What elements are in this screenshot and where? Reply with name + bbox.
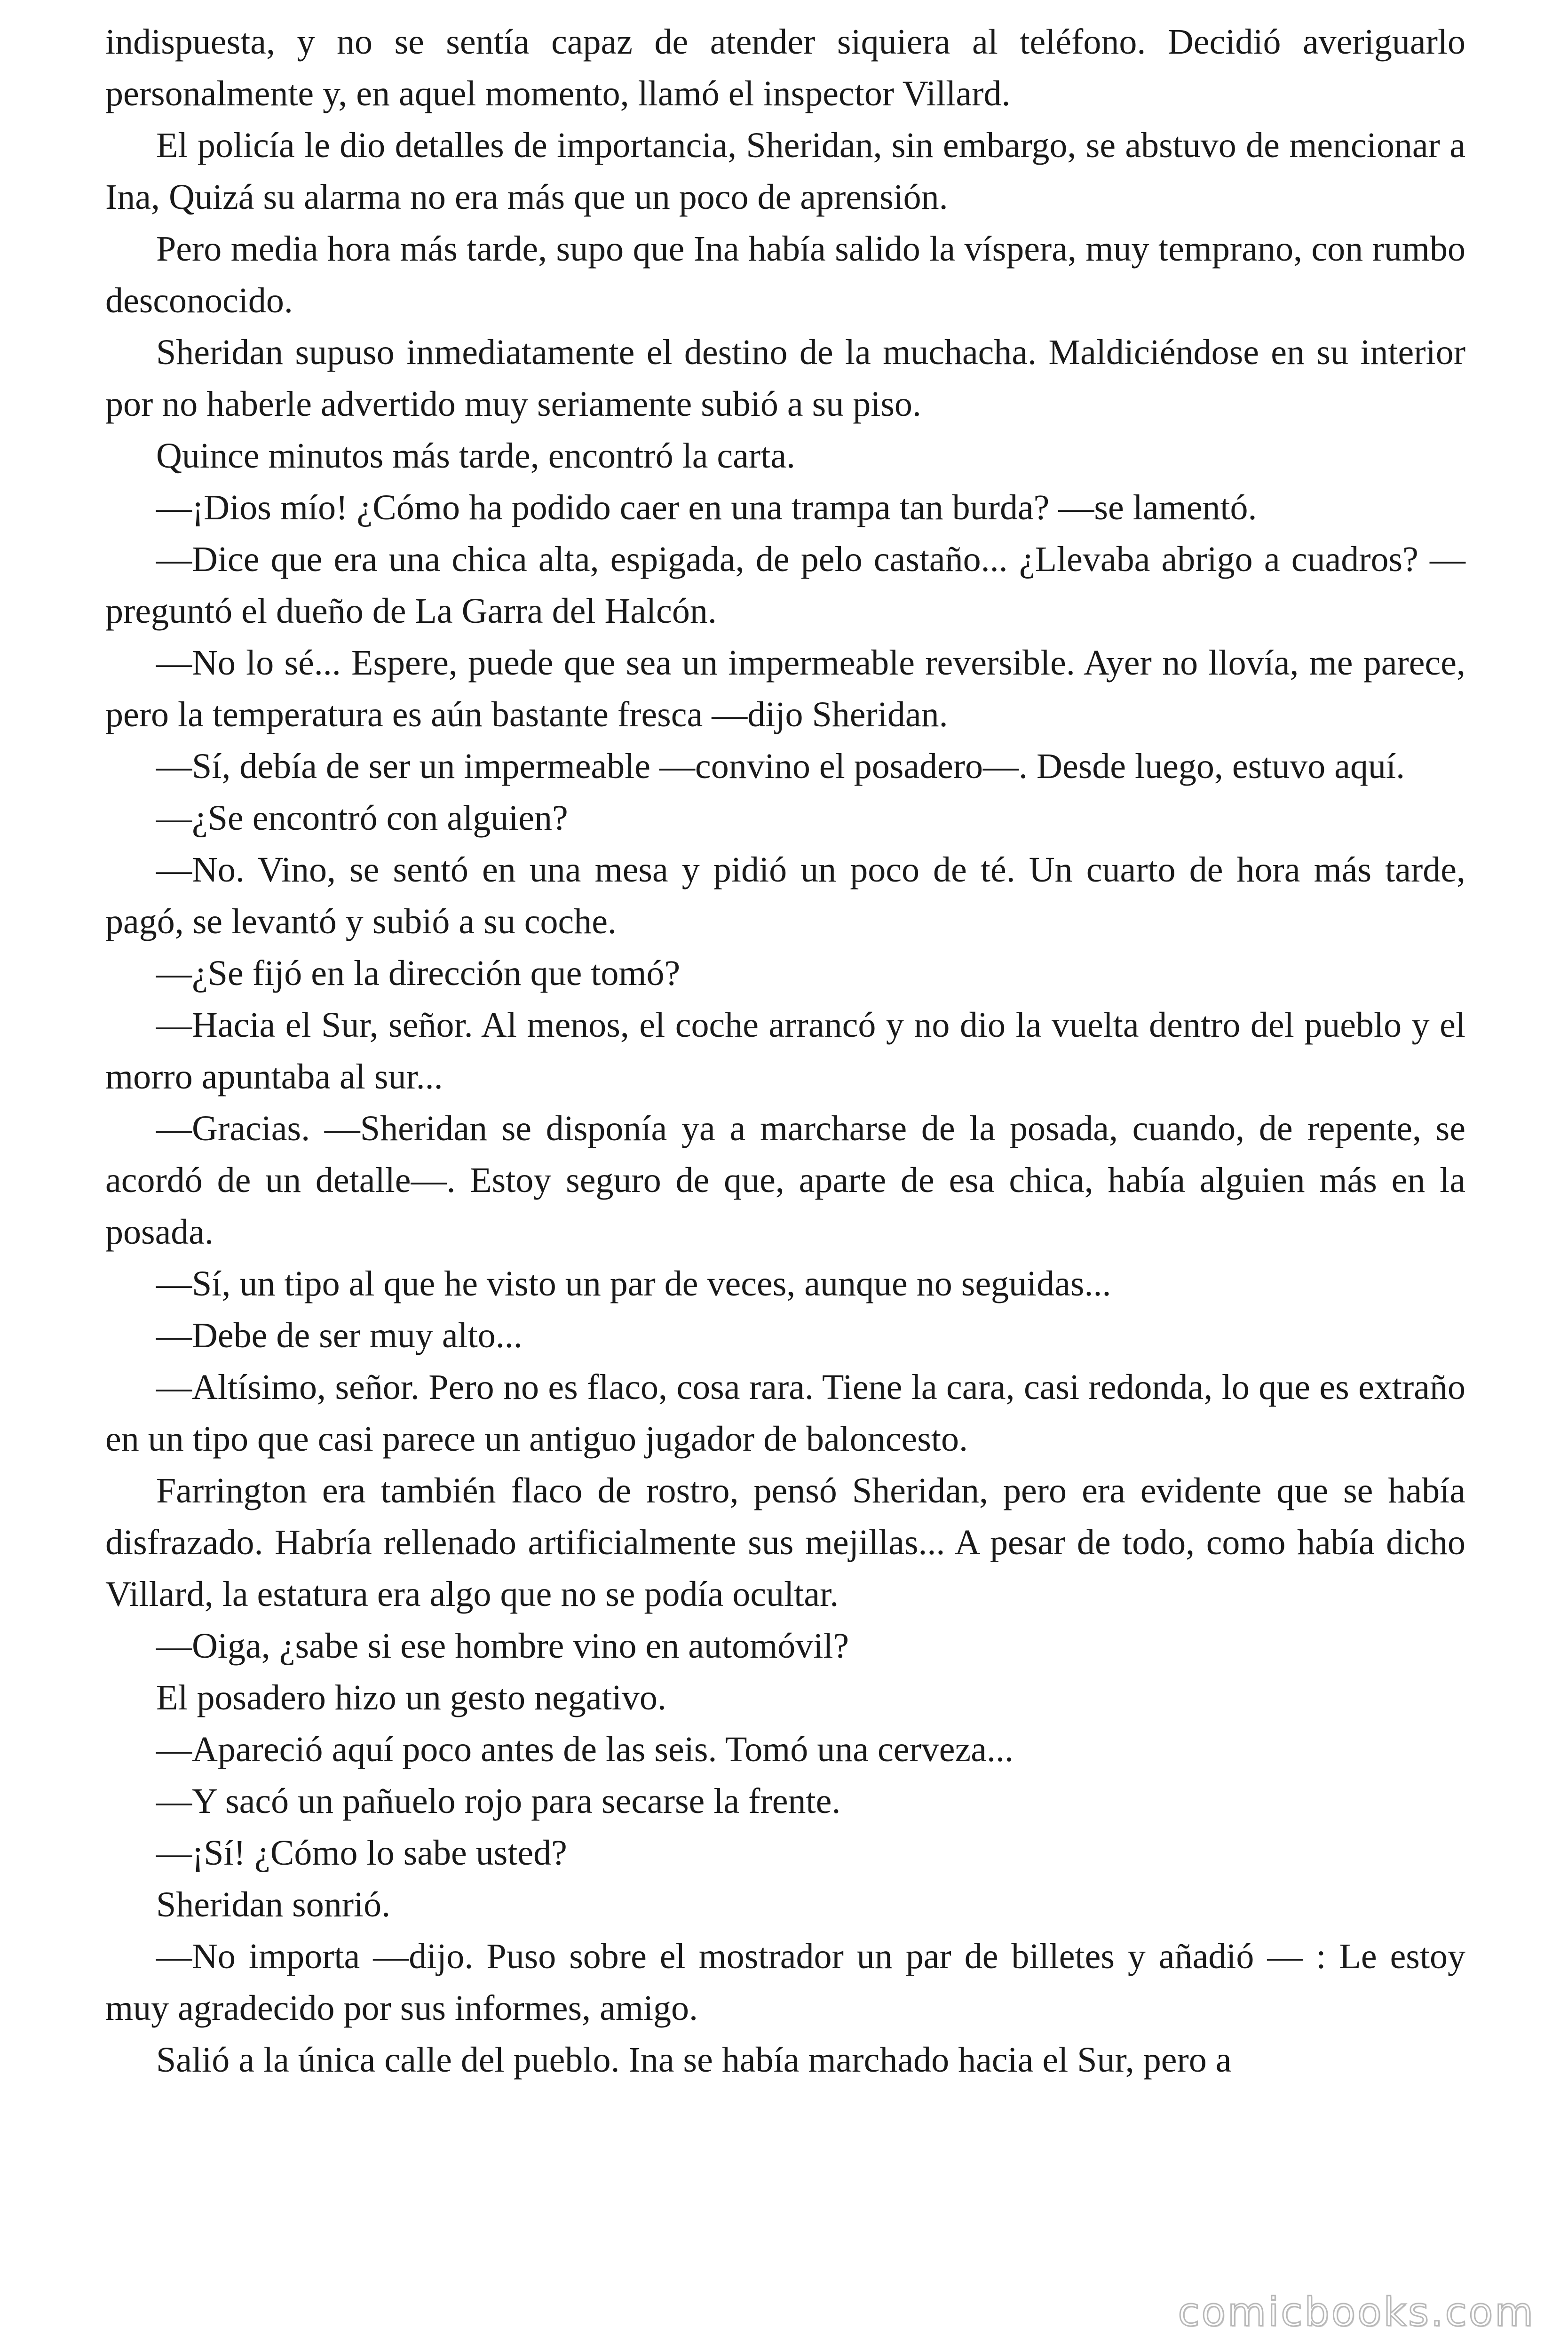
paragraph-10: —¿Se encontró con alguien? bbox=[156, 798, 568, 838]
paragraph-17: —Altísimo, señor. Pero no es flaco, cosa rara. Tiene la cara, casi redonda, lo que es extraño en un tipo que casi parece un antiguo jugador de baloncesto. bbox=[105, 1367, 1465, 1459]
paragraph-24: Sheridan sonrió. bbox=[156, 1885, 391, 1924]
paragraph-25: —No importa —dijo. Puso sobre el mostrador un par de billetes y añadió — : Le estoy muy agradecido por sus informes, amigo. bbox=[105, 1937, 1465, 2028]
paragraph-26: Salió a la única calle del pueblo. Ina se había marchado hacia el Sur, pero a bbox=[156, 2040, 1232, 2080]
paragraph-12: —¿Se fijó en la dirección que tomó? bbox=[156, 954, 681, 993]
paragraph-23: —¡Sí! ¿Cómo lo sabe usted? bbox=[156, 1833, 567, 1873]
paragraph-21: —Apareció aquí poco antes de las seis. Tomó una cerveza... bbox=[156, 1730, 1014, 1769]
paragraph-6: —¡Dios mío! ¿Cómo ha podido caer en una trampa tan burda? —se lamentó. bbox=[156, 488, 1257, 527]
paragraph-5: Quince minutos más tarde, encontró la carta. bbox=[156, 436, 796, 476]
paragraph-7: —Dice que era una chica alta, espigada, de pelo castaño... ¿Llevaba abrigo a cuadros? —preguntó el dueño de La Garra del Halcón. bbox=[105, 540, 1465, 631]
paragraph-16: —Debe de ser muy alto... bbox=[156, 1316, 523, 1355]
watermark-logo: comicbooks.com bbox=[1178, 2289, 1535, 2335]
paragraph-4: Sheridan supuso inmediatamente el destino de la muchacha. Maldiciéndose en su interior por no haberle advertido muy seriamente subió a su piso. bbox=[105, 333, 1465, 424]
paragraph-18: Farrington era también flaco de rostro, pensó Sheridan, pero era evidente que se había disfrazado. Habría rellenado artificialmente sus mejillas... A pesar de todo, como había dicho Villard, la estatura era algo que no se podía ocultar. bbox=[105, 1471, 1465, 1614]
paragraph-3: Pero media hora más tarde, supo que Ina había salido la víspera, muy temprano, con rumbo desconocido. bbox=[105, 229, 1465, 320]
paragraph-13: —Hacia el Sur, señor. Al menos, el coche arrancó y no dio la vuelta dentro del pueblo y el morro apuntaba al sur... bbox=[105, 1005, 1465, 1097]
paragraph-15: —Sí, un tipo al que he visto un par de veces, aunque no seguidas... bbox=[156, 1264, 1111, 1303]
paragraph-11: —No. Vino, se sentó en una mesa y pidió un poco de té. Un cuarto de hora más tarde, pagó, se levantó y subió a su coche. bbox=[105, 850, 1465, 941]
paragraph-14: —Gracias. —Sheridan se disponía ya a marcharse de la posada, cuando, de repente, se acordó de un detalle—. Estoy seguro de que, aparte de esa chica, había alguien más en la posada. bbox=[105, 1109, 1465, 1252]
paragraph-19: —Oiga, ¿sabe si ese hombre vino en automóvil? bbox=[156, 1626, 849, 1666]
paragraph-22: —Y sacó un pañuelo rojo para secarse la frente. bbox=[156, 1781, 841, 1821]
paragraph-8: —No lo sé... Espere, puede que sea un impermeable reversible. Ayer no llovía, me parece, pero la temperatura es aún bastante fresca —dijo Sheridan. bbox=[105, 643, 1465, 734]
page-text bbox=[105, 16, 1465, 2086]
paragraph-1: indispuesta, y no se sentía capaz de atender siquiera al teléfono. Decidió averiguarlo personalmente y, en aquel momento, llamó el inspector Villard. bbox=[105, 22, 1465, 113]
paragraph-9: —Sí, debía de ser un impermeable —convino el posadero—. Desde luego, estuvo aquí. bbox=[156, 747, 1405, 786]
paragraph-20: El posadero hizo un gesto negativo. bbox=[156, 1678, 666, 1717]
paragraph-2: El policía le dio detalles de importancia, Sheridan, sin embargo, se abstuvo de mencionar a Ina, Quizá su alarma no era más que un poco de aprensión. bbox=[105, 126, 1465, 217]
